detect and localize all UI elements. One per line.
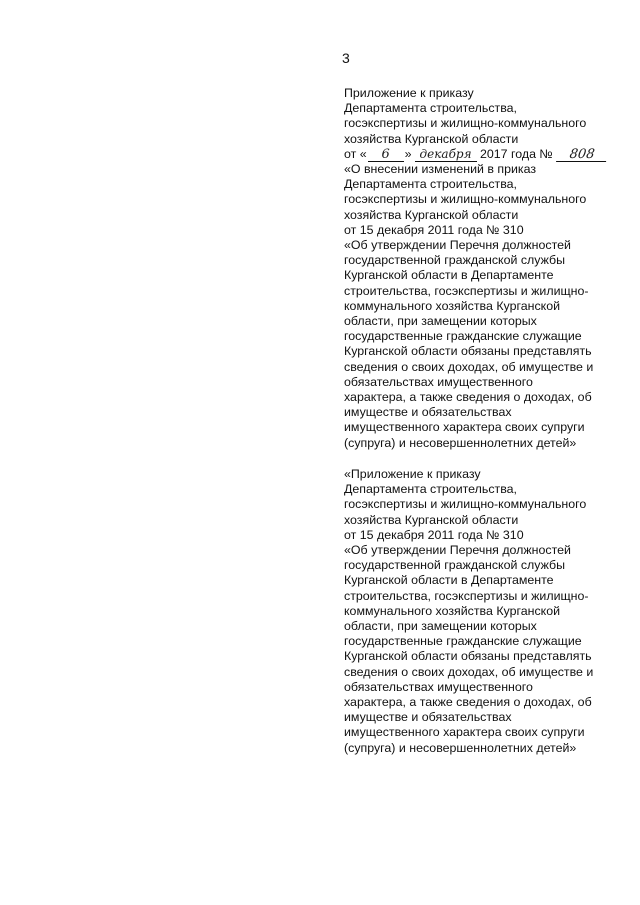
order-date-line: [344, 147, 634, 162]
appendix-line: Курганской области обязаны представлять: [344, 649, 592, 664]
appendix-line: коммунального хозяйства Курганской: [344, 603, 561, 618]
appendix-line: области, при замещении которых: [344, 619, 537, 634]
header-line: Приложение к приказу: [344, 86, 474, 100]
appendix-line: сведения о своих доходах, об имуществе и: [344, 664, 594, 679]
subject-line: Департамента строительства,: [344, 177, 517, 192]
subject-line: характера, а также сведения о доходах, об: [344, 390, 592, 405]
appendix-line: имуществе и обязательствах: [344, 710, 512, 725]
subject-line: Курганской области в Департаменте: [344, 268, 554, 283]
appendix-line: Курганской области в Департаменте: [344, 573, 554, 588]
subject-line: имущественного характера своих супруги: [344, 420, 585, 435]
appendix-header-block: [344, 467, 634, 756]
subject-line: «Об утверждении Перечня должностей: [344, 238, 571, 253]
appendix-line: от 15 декабря 2011 года № 310: [344, 527, 524, 542]
appendix-line: имущественного характера своих супруги: [344, 725, 585, 740]
handwritten-month: декабря: [415, 148, 477, 162]
subject-line: области, при замещении которых: [344, 314, 537, 329]
appendix-line: госэкспертизы и жилищно-коммунального: [344, 497, 587, 512]
subject-line: обязательствах имущественного: [344, 374, 533, 389]
page-number: 3: [342, 50, 350, 66]
appendix-line: государственной гражданской службы: [344, 558, 566, 573]
appendix-line: Департамента строительства,: [344, 482, 517, 497]
order-header-block: [344, 86, 634, 451]
appendix-line: государственные гражданские служащие: [344, 634, 582, 649]
subject-line: коммунального хозяйства Курганской: [344, 298, 561, 313]
header-line: Департамента строительства,: [344, 101, 517, 116]
date-prefix: от «: [344, 146, 367, 161]
handwritten-day: 6: [368, 148, 404, 162]
header-line: госэкспертизы и жилищно-коммунального: [344, 116, 587, 131]
subject-line: «О внесении изменений в приказ: [344, 162, 537, 177]
subject-line: госэкспертизы и жилищно-коммунального: [344, 192, 587, 207]
subject-line: сведения о своих доходах, об имуществе и: [344, 359, 594, 374]
appendix-line: (супруга) и несовершеннолетних детей»: [344, 740, 577, 755]
subject-line: хозяйства Курганской области: [344, 207, 519, 222]
appendix-line: «Приложение к приказу: [344, 467, 481, 481]
appendix-line: хозяйства Курганской области: [344, 512, 519, 527]
appendix-line: строительства, госэкспертизы и жилищно-: [344, 588, 589, 603]
subject-line: Курганской области обязаны представлять: [344, 344, 592, 359]
appendix-line: «Об утверждении Перечня должностей: [344, 543, 571, 558]
handwritten-order-number: 808: [556, 148, 608, 162]
header-line: хозяйства Курганской области: [344, 131, 519, 146]
appendix-line: обязательствах имущественного: [344, 679, 533, 694]
date-middle: »: [404, 146, 412, 161]
subject-line: государственной гражданской службы: [344, 253, 566, 268]
subject-line: государственные гражданские служащие: [344, 329, 582, 344]
subject-line: строительства, госэкспертизы и жилищно-: [344, 283, 589, 298]
appendix-line: характера, а также сведения о доходах, об: [344, 695, 592, 710]
subject-line: имуществе и обязательствах: [344, 405, 512, 420]
date-year-text: 2017 года №: [476, 146, 553, 161]
subject-line: от 15 декабря 2011 года № 310: [344, 222, 524, 237]
subject-line: (супруга) и несовершеннолетних детей»: [344, 435, 577, 450]
